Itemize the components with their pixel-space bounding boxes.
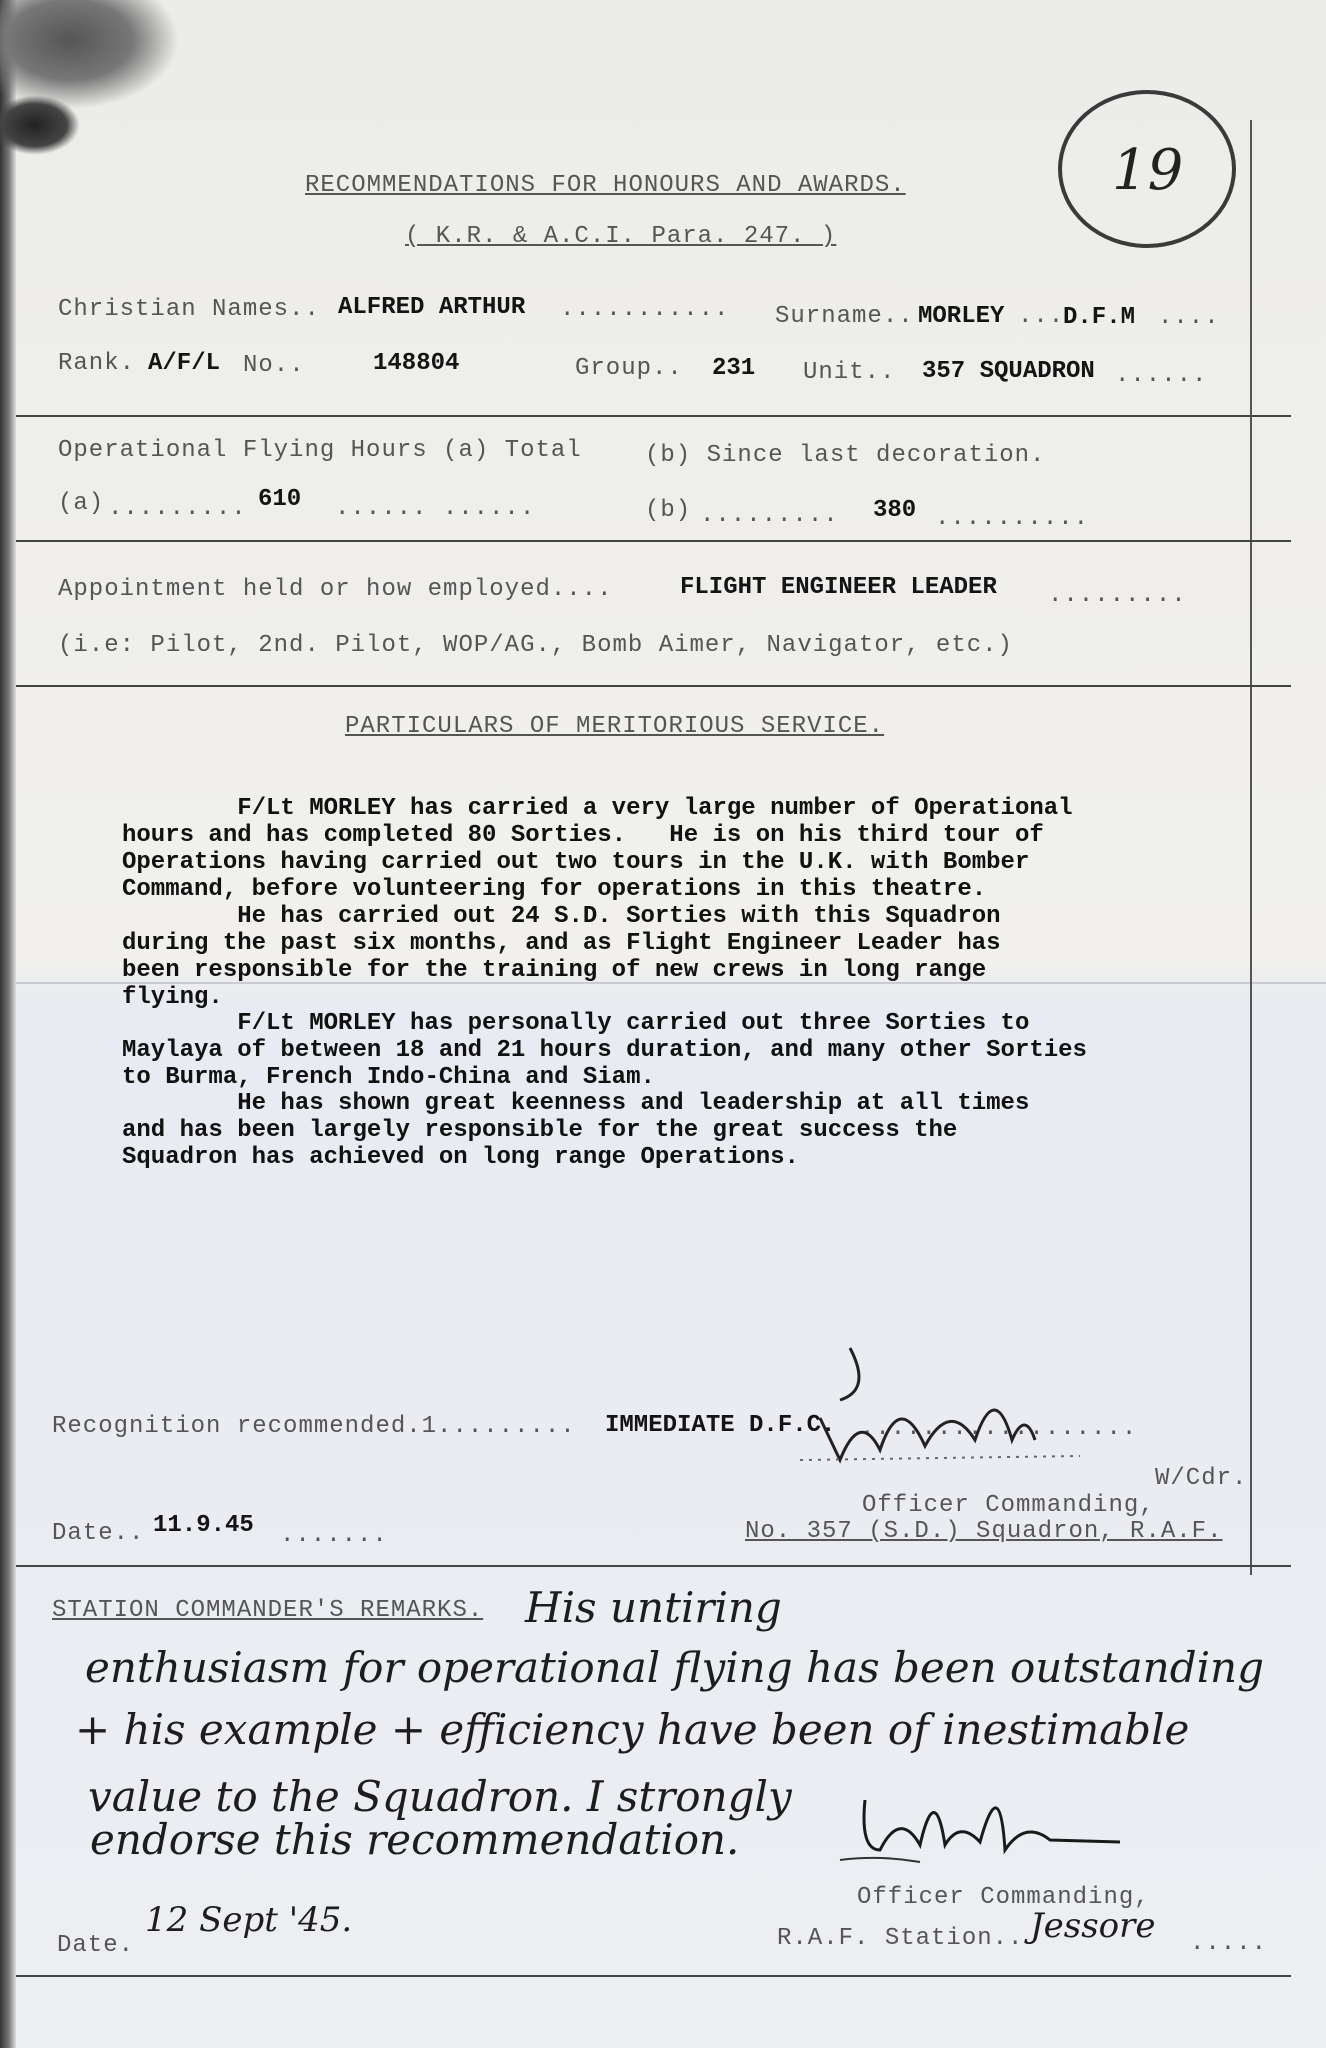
service-text-line: been responsible for the training of new crews in long range [122,957,987,984]
page-left-edge [0,0,16,2048]
group-label: Group.. [575,355,683,382]
station-commander-signature [820,1760,1220,1870]
station-remark-line-5: endorse this recommendation. [90,1815,740,1864]
recommendation-date-value: 11.9.45 [153,1512,254,1539]
service-text-line: He has carried out 24 S.D. Sorties with this Squadron [122,903,1001,930]
service-number-value: 148804 [373,350,460,377]
christian-names-label: Christian Names.. [58,296,320,323]
stamp-number: 19 [1112,138,1184,203]
service-text-line: Squadron has achieved on long range Operations. [122,1144,799,1171]
recognition-value: IMMEDIATE D.F.C. [605,1412,836,1439]
raf-station-label: R.A.F. Station.. [777,1925,1024,1952]
recognition-dots: .................. [860,1415,1138,1442]
service-text-line: Maylaya of between 18 and 21 hours duration, and many other Sorties [122,1037,1087,1064]
no-label: No.. [243,352,305,379]
appointment-hint: (i.e: Pilot, 2nd. Pilot, WOP/AG., Bomb Aimer, Navigator, etc.) [58,632,1013,659]
christian-names-value: ALFRED ARTHUR [338,294,526,321]
form-reference: ( K.R. & A.C.I. Para. 247. ) [405,223,837,250]
commanding-officer-signature [780,1340,1120,1480]
surname-label: Surname.. [775,303,914,330]
station-remark-line-3: + his example + efficiency have been of inestimable [75,1705,1190,1754]
appointment-label: Appointment held or how employed.... [58,576,613,603]
service-text-line: Command, before volunteering for operations in this theatre. [122,876,987,903]
station-date-value: 12 Sept '45. [145,1900,353,1940]
officer-commanding-label: Officer Commanding, [862,1492,1155,1519]
service-text-line: to Burma, French Indo-China and Siam. [122,1064,655,1091]
hours-a-dots-2: ...... ...... [335,495,536,522]
christian-names-dots: ........... [560,296,730,323]
station-remark-line-2: enthusiasm for operational flying has been outstanding [85,1643,1264,1692]
raf-station-value: Jessore [1030,1906,1156,1946]
service-text-line: and has been largely responsible for the great success the [122,1117,958,1144]
service-text-line: flying. [122,984,223,1011]
service-text-line: He has shown great keenness and leadership at all times [122,1090,1030,1117]
service-heading: PARTICULARS OF MERITORIOUS SERVICE. [345,713,885,740]
rank-label: Rank. [58,350,136,377]
hours-since-value: 380 [873,497,917,524]
service-text-line: hours and has completed 80 Sorties. He is on his third tour of [122,822,1044,849]
hours-b-dots: ......... [700,502,839,529]
hours-b-dots-2: .......... [935,505,1090,532]
unit-value: 357 SQUADRON [922,358,1095,385]
hours-a-label: (a) [58,490,105,517]
decoration-dots: .... [1158,304,1220,331]
divider-2 [16,540,1291,542]
divider-4 [16,1565,1291,1567]
surname-dots: ... [1018,303,1065,330]
station-remark-line-1: His untiring [525,1583,782,1632]
ink-stain-left [0,95,80,155]
service-text-line: F/Lt MORLEY has carried a very large number of Operational [122,795,1073,822]
appointment-value: FLIGHT ENGINEER LEADER [680,574,997,601]
flying-hours-heading: Operational Flying Hours (a) Total [58,437,582,464]
group-value: 231 [712,355,756,382]
divider-1 [16,415,1291,417]
right-border [1250,120,1252,1575]
recommendation-date-label: Date.. [52,1520,145,1547]
service-text-line: during the past six months, and as Flight Engineer Leader has [122,930,1001,957]
appointment-dots: ......... [1048,582,1187,609]
divider-5 [16,1975,1291,1977]
hours-a-dots: ......... [108,495,247,522]
decoration-value: D.F.M [1063,304,1136,331]
divider-3 [16,685,1291,687]
flying-hours-since-heading: (b) Since last decoration. [645,442,1046,469]
station-date-label: Date. [57,1932,135,1959]
recommendation-date-dots: ....... [280,1522,388,1549]
hours-total-value: 610 [258,486,302,513]
service-text-line: F/Lt MORLEY has personally carried out three Sorties to [122,1010,1030,1037]
station-officer-label: Officer Commanding, [857,1884,1150,1911]
surname-value: MORLEY [918,303,1005,330]
unit-dots: ...... [1115,362,1208,389]
service-text-line: Operations having carried out two tours in the U.K. with Bomber [122,849,1030,876]
signature-rank: W/Cdr. [1155,1465,1248,1492]
hours-b-label: (b) [645,497,692,524]
ink-stain-top-left [0,0,180,110]
station-remark-line-4: value to the Squadron. I strongly [88,1772,792,1821]
rank-value: A/F/L [148,350,221,377]
unit-label: Unit.. [803,359,896,386]
form-title: RECOMMENDATIONS FOR HONOURS AND AWARDS. [305,172,906,199]
station-remarks-heading: STATION COMMANDER'S REMARKS. [52,1597,484,1624]
squadron-line: No. 357 (S.D.) Squadron, R.A.F. [745,1518,1223,1545]
station-dots: ..... [1190,1930,1268,1957]
recognition-label: Recognition recommended.1......... [52,1413,576,1440]
